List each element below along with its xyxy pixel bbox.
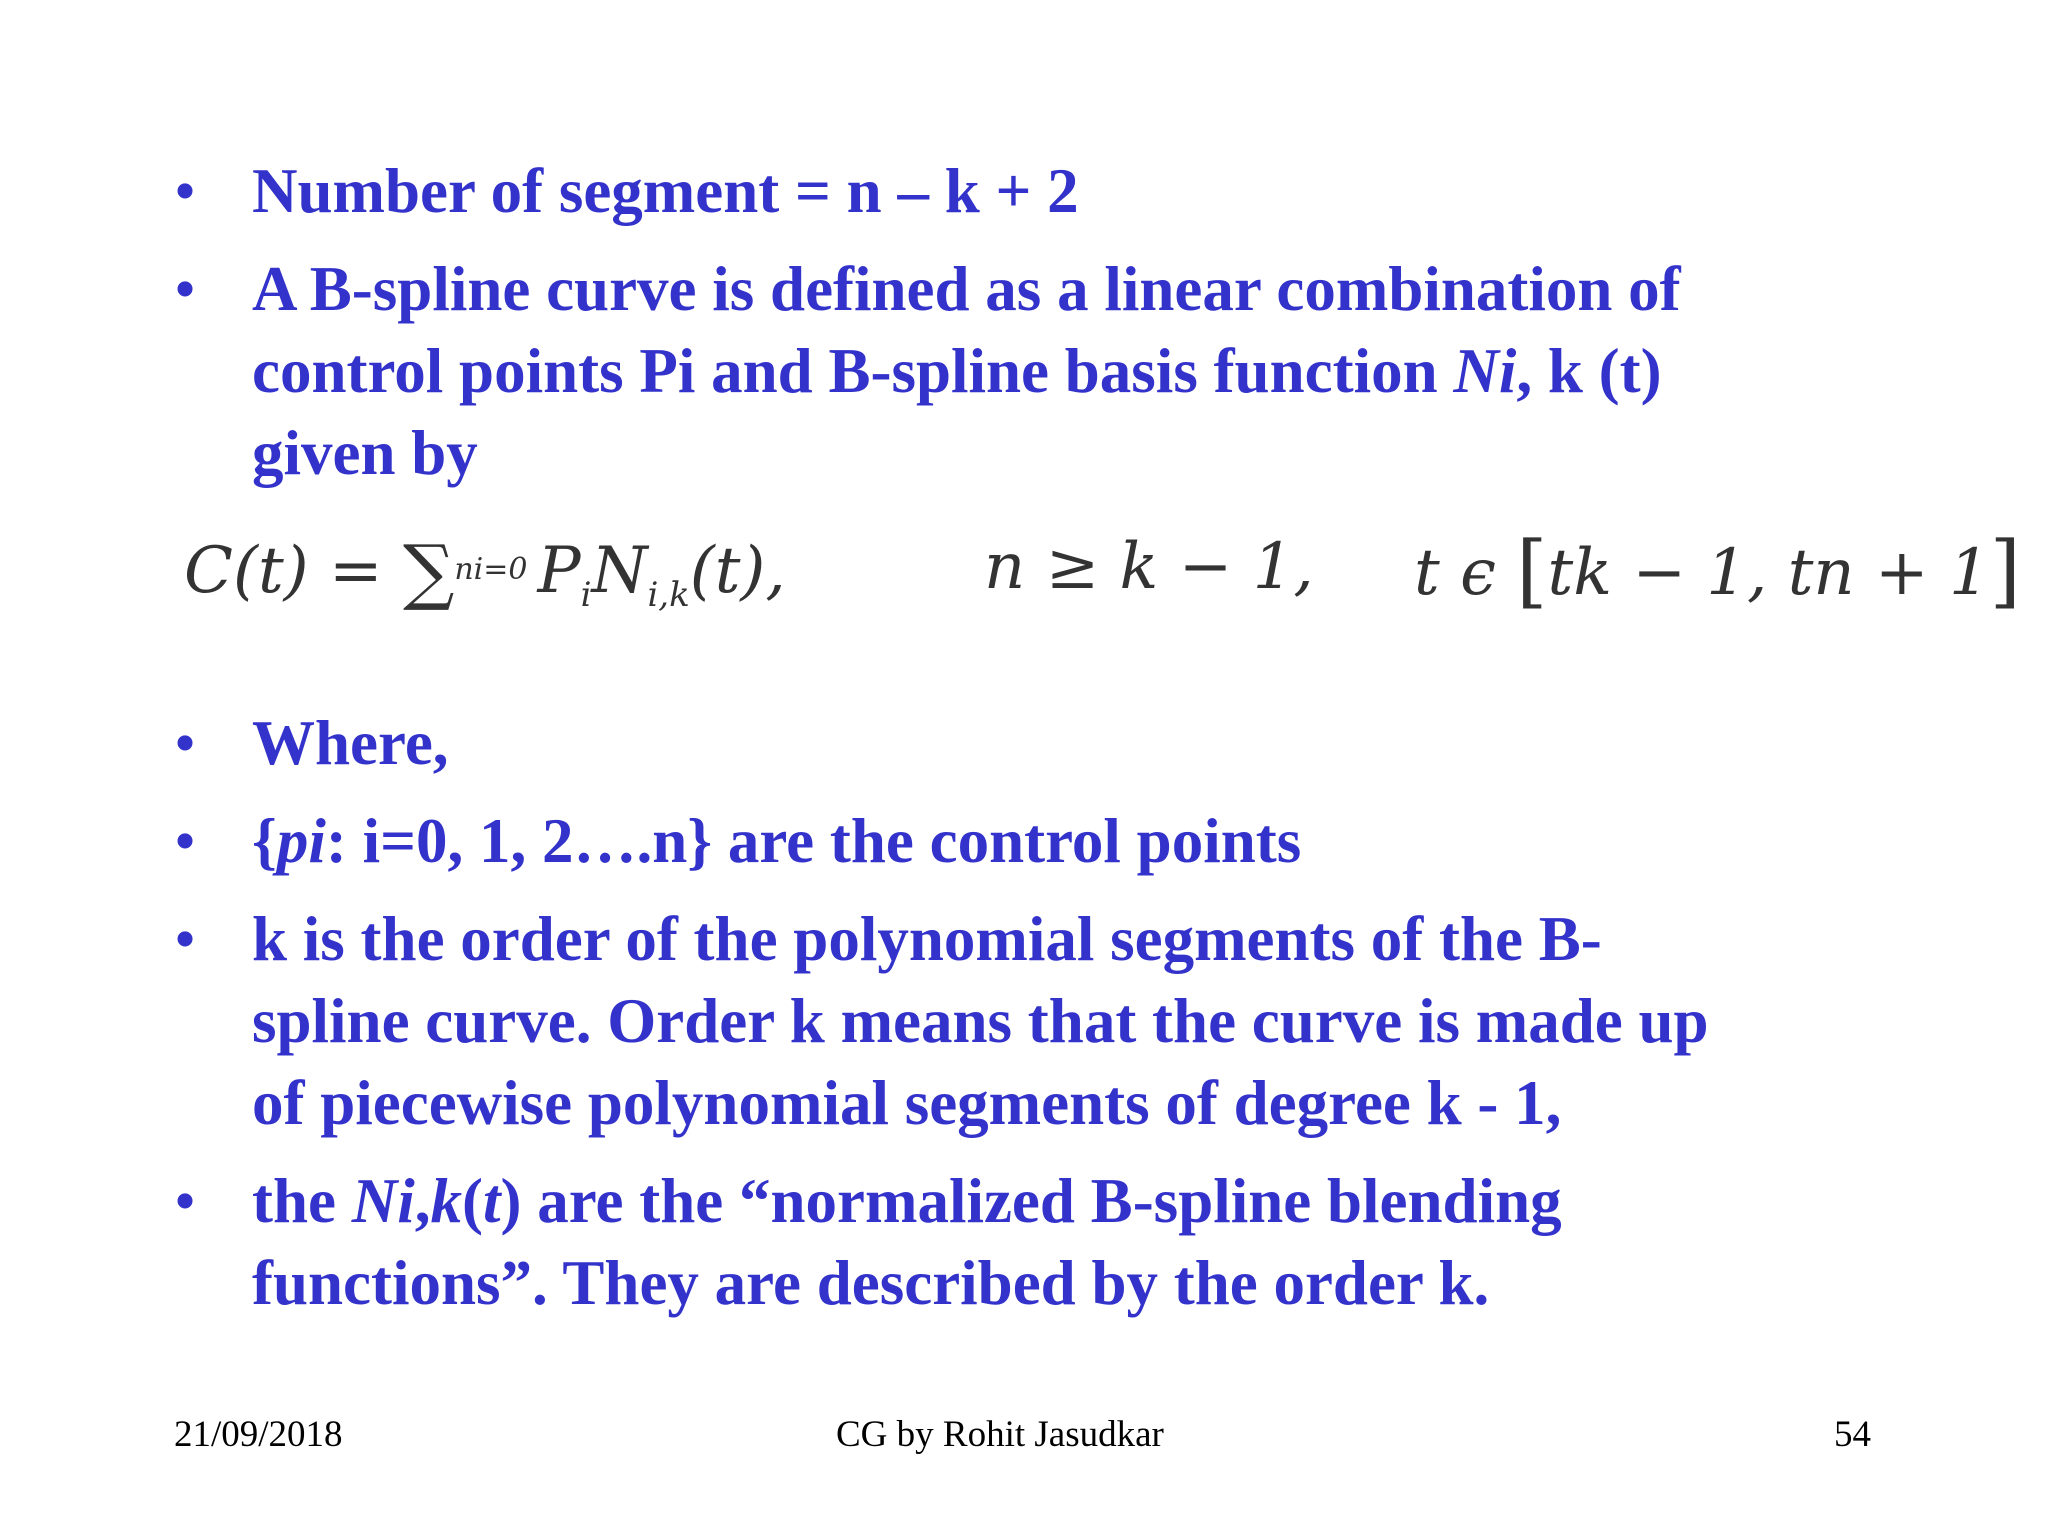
bullet-glyph: • xyxy=(174,1166,197,1236)
footer-author: CG by Rohit Jasudkar xyxy=(836,1414,1164,1455)
bspline-formula xyxy=(184,512,2021,622)
bullet-glyph: • xyxy=(174,904,197,974)
formula-range-t: t ϵ xyxy=(1414,536,1517,610)
bullet-glyph: • xyxy=(174,156,197,226)
bullet-line-2-pre: control points Pi and B-spline basis function xyxy=(252,336,1454,406)
bullet-line-1-pre: the xyxy=(252,1166,352,1236)
slide-content xyxy=(170,150,2021,1324)
bullet-text-post: : i=0, 1, 2….n} are the control points xyxy=(325,806,1302,876)
bullet-glyph: • xyxy=(174,254,197,324)
formula-condition: n ≥ k − 1, xyxy=(984,530,1314,604)
footer-page-number: 54 xyxy=(1834,1414,1871,1455)
bullet-line-2-post: , k (t) xyxy=(1516,336,1662,406)
bullet-line-1-post: ) are the “normalized B-spline blending xyxy=(500,1166,1562,1236)
bullet-line-2: functions”. They are described by the order k. xyxy=(252,1248,1490,1318)
bullet-line-2-italic: Ni xyxy=(1453,336,1517,406)
bullet-text-pre: { xyxy=(252,806,277,876)
bullet-comma: , xyxy=(414,1166,431,1236)
summation-lower: i=0 xyxy=(473,551,528,587)
bullet-where xyxy=(170,702,1970,784)
formula-range-open: [ xyxy=(1516,524,1548,617)
formula-range xyxy=(1414,512,2021,628)
bullet-bspline-definition xyxy=(170,248,1970,494)
formula-n-sub: i,k xyxy=(647,575,690,615)
formula-range-close: ] xyxy=(1989,524,2021,617)
formula-range-body: tk − 1, tn + 1 xyxy=(1547,536,1990,610)
bullet-line-2 xyxy=(252,330,1970,412)
bullet-paren-open: ( xyxy=(461,1166,483,1236)
formula-expression xyxy=(184,512,786,636)
bullet-italic-t: t xyxy=(482,1166,501,1236)
summation-limits xyxy=(454,551,528,587)
formula-term-end: (t), xyxy=(689,534,786,608)
bullet-segment-count xyxy=(170,150,1970,232)
bullet-line-3: of piecewise polynomial segments of degree k - 1, xyxy=(252,1068,1562,1138)
bullet-glyph: • xyxy=(174,806,197,876)
bullet-blending-functions xyxy=(170,1160,1970,1324)
bullet-order-k xyxy=(170,898,1970,1144)
bullet-italic-ni: Ni xyxy=(351,1166,415,1236)
formula-n: N xyxy=(591,534,648,608)
bullet-line-3: given by xyxy=(252,418,478,488)
summation-upper: n xyxy=(454,551,474,587)
summation-symbol: ∑ xyxy=(402,529,455,613)
bullet-line-1 xyxy=(252,1160,1970,1242)
bullet-text-italic: pi xyxy=(276,806,326,876)
bullet-control-points xyxy=(170,800,1970,882)
bullet-line-1: k is the order of the polynomial segments of the B- xyxy=(252,904,1602,974)
formula-p-sub: i xyxy=(580,575,592,615)
footer-date: 21/09/2018 xyxy=(174,1414,343,1455)
bullet-text: Number of segment = n – k + 2 xyxy=(252,156,1079,226)
bullet-line-2: spline curve. Order k means that the curve is made up xyxy=(252,986,1709,1056)
formula-lhs: C(t) = xyxy=(184,534,403,608)
bullet-glyph: • xyxy=(174,708,197,778)
formula-p: P xyxy=(537,534,581,608)
bullet-italic-k: k xyxy=(430,1166,462,1236)
bullet-text: Where, xyxy=(252,708,449,778)
bullet-line-1: A B-spline curve is defined as a linear combination of xyxy=(252,254,1681,324)
